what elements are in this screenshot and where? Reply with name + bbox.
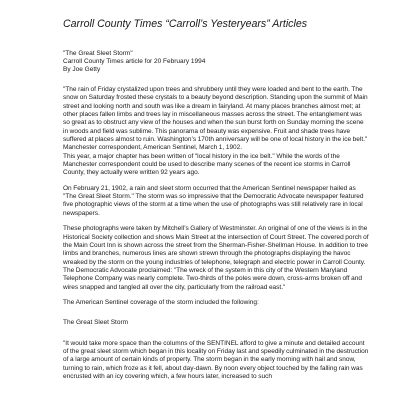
article-meta — [63, 50, 370, 74]
section-heading: The Great Sleet Storm — [63, 319, 129, 327]
paragraph-2: This year, a major chapter has been written of "local history in the ice belt." While the words of the Manchester correspondent could be used to describe many scenes of the recent ice storms in Carroll County, they actually were written 92 years ago. — [63, 152, 351, 177]
paragraph-3: On February 21, 1902, a rain and sleet storm occurred that the American Sentinel newspaper hailed as "The Great Sleet Storm." The storm was so impressive that the Democratic Advocate newspaper featured five photographic views of the storm at a time when the use of photographs was still relatively rare in local newspapers. — [63, 184, 364, 217]
paragraph-5: The American Sentinel coverage of the storm included the following: — [63, 298, 259, 306]
article-title: "The Great Sleet Storm" — [63, 50, 133, 57]
article-byline: By Joe Getty — [63, 66, 101, 73]
article-source: Carroll County Times article for 20 February 1994 — [63, 58, 206, 65]
paragraph-4: These photographs were taken by Mitchell’s Gallery of Westminster. An original of one of the views is in the Historical Society collection and shows Main Street at the intersection of Court Street. The covered porch of the Main Court Inn is shown across the street from the Sherman-Fisher-Shellman House. In addition to tree limbs and branches, numerous lines are shown strewn through the photographs displaying the havoc wreaked by the storm on the young industries of telephone, telegraph and electric power in Carroll County. The Democratic Advocate proclaimed: "The wreck of the system in this city of the Western Maryland Telephone Company was nearly complete. Two-thirds of the poles were down, cross-arms broken off and wires snapped and tangled all over the city, particularly from the railroad east." — [63, 225, 369, 291]
document-title: Carroll County Times “Carroll’s Yesteryears” Articles — [63, 18, 308, 30]
paragraph-1: "The rain of Friday crystalized upon trees and shrubbery until they were loaded and bent to the earth. The snow on Saturday frosted these crystals to a beauty beyond description. Standing upon the summit of Main street and looking north and south was like a dream in fairyland. At many places branches almost met; at other places fallen limbs and trees lay in miscellaneous masses across the street. The entanglement was so great as to obstruct any view of the houses and when the sun burst forth on Sunday morning the scene in woods and field was sublime. This panorama of beauty was expensive. Fruit and shade trees have suffered at places almost to ruin. Washington’s 170th anniversary will be one of local history in the ice belt." Manchester correspondent, American Sentinel, March 1, 1902. — [63, 86, 368, 152]
paragraph-6: "It would take more space than the columns of the SENTINEL afford to give a minute and detailed account of the great sleet storm which began in this locality on Friday last and speedily culminated in the destruction of a large amount of certain kinds of property. The storm began in the early morning with hail and snow, turning to rain, which froze as it fell, about day-dawn. By noon every object touched by the falling rain was encrusted with an icy covering which, a few hours later, increased to such — [63, 339, 369, 380]
